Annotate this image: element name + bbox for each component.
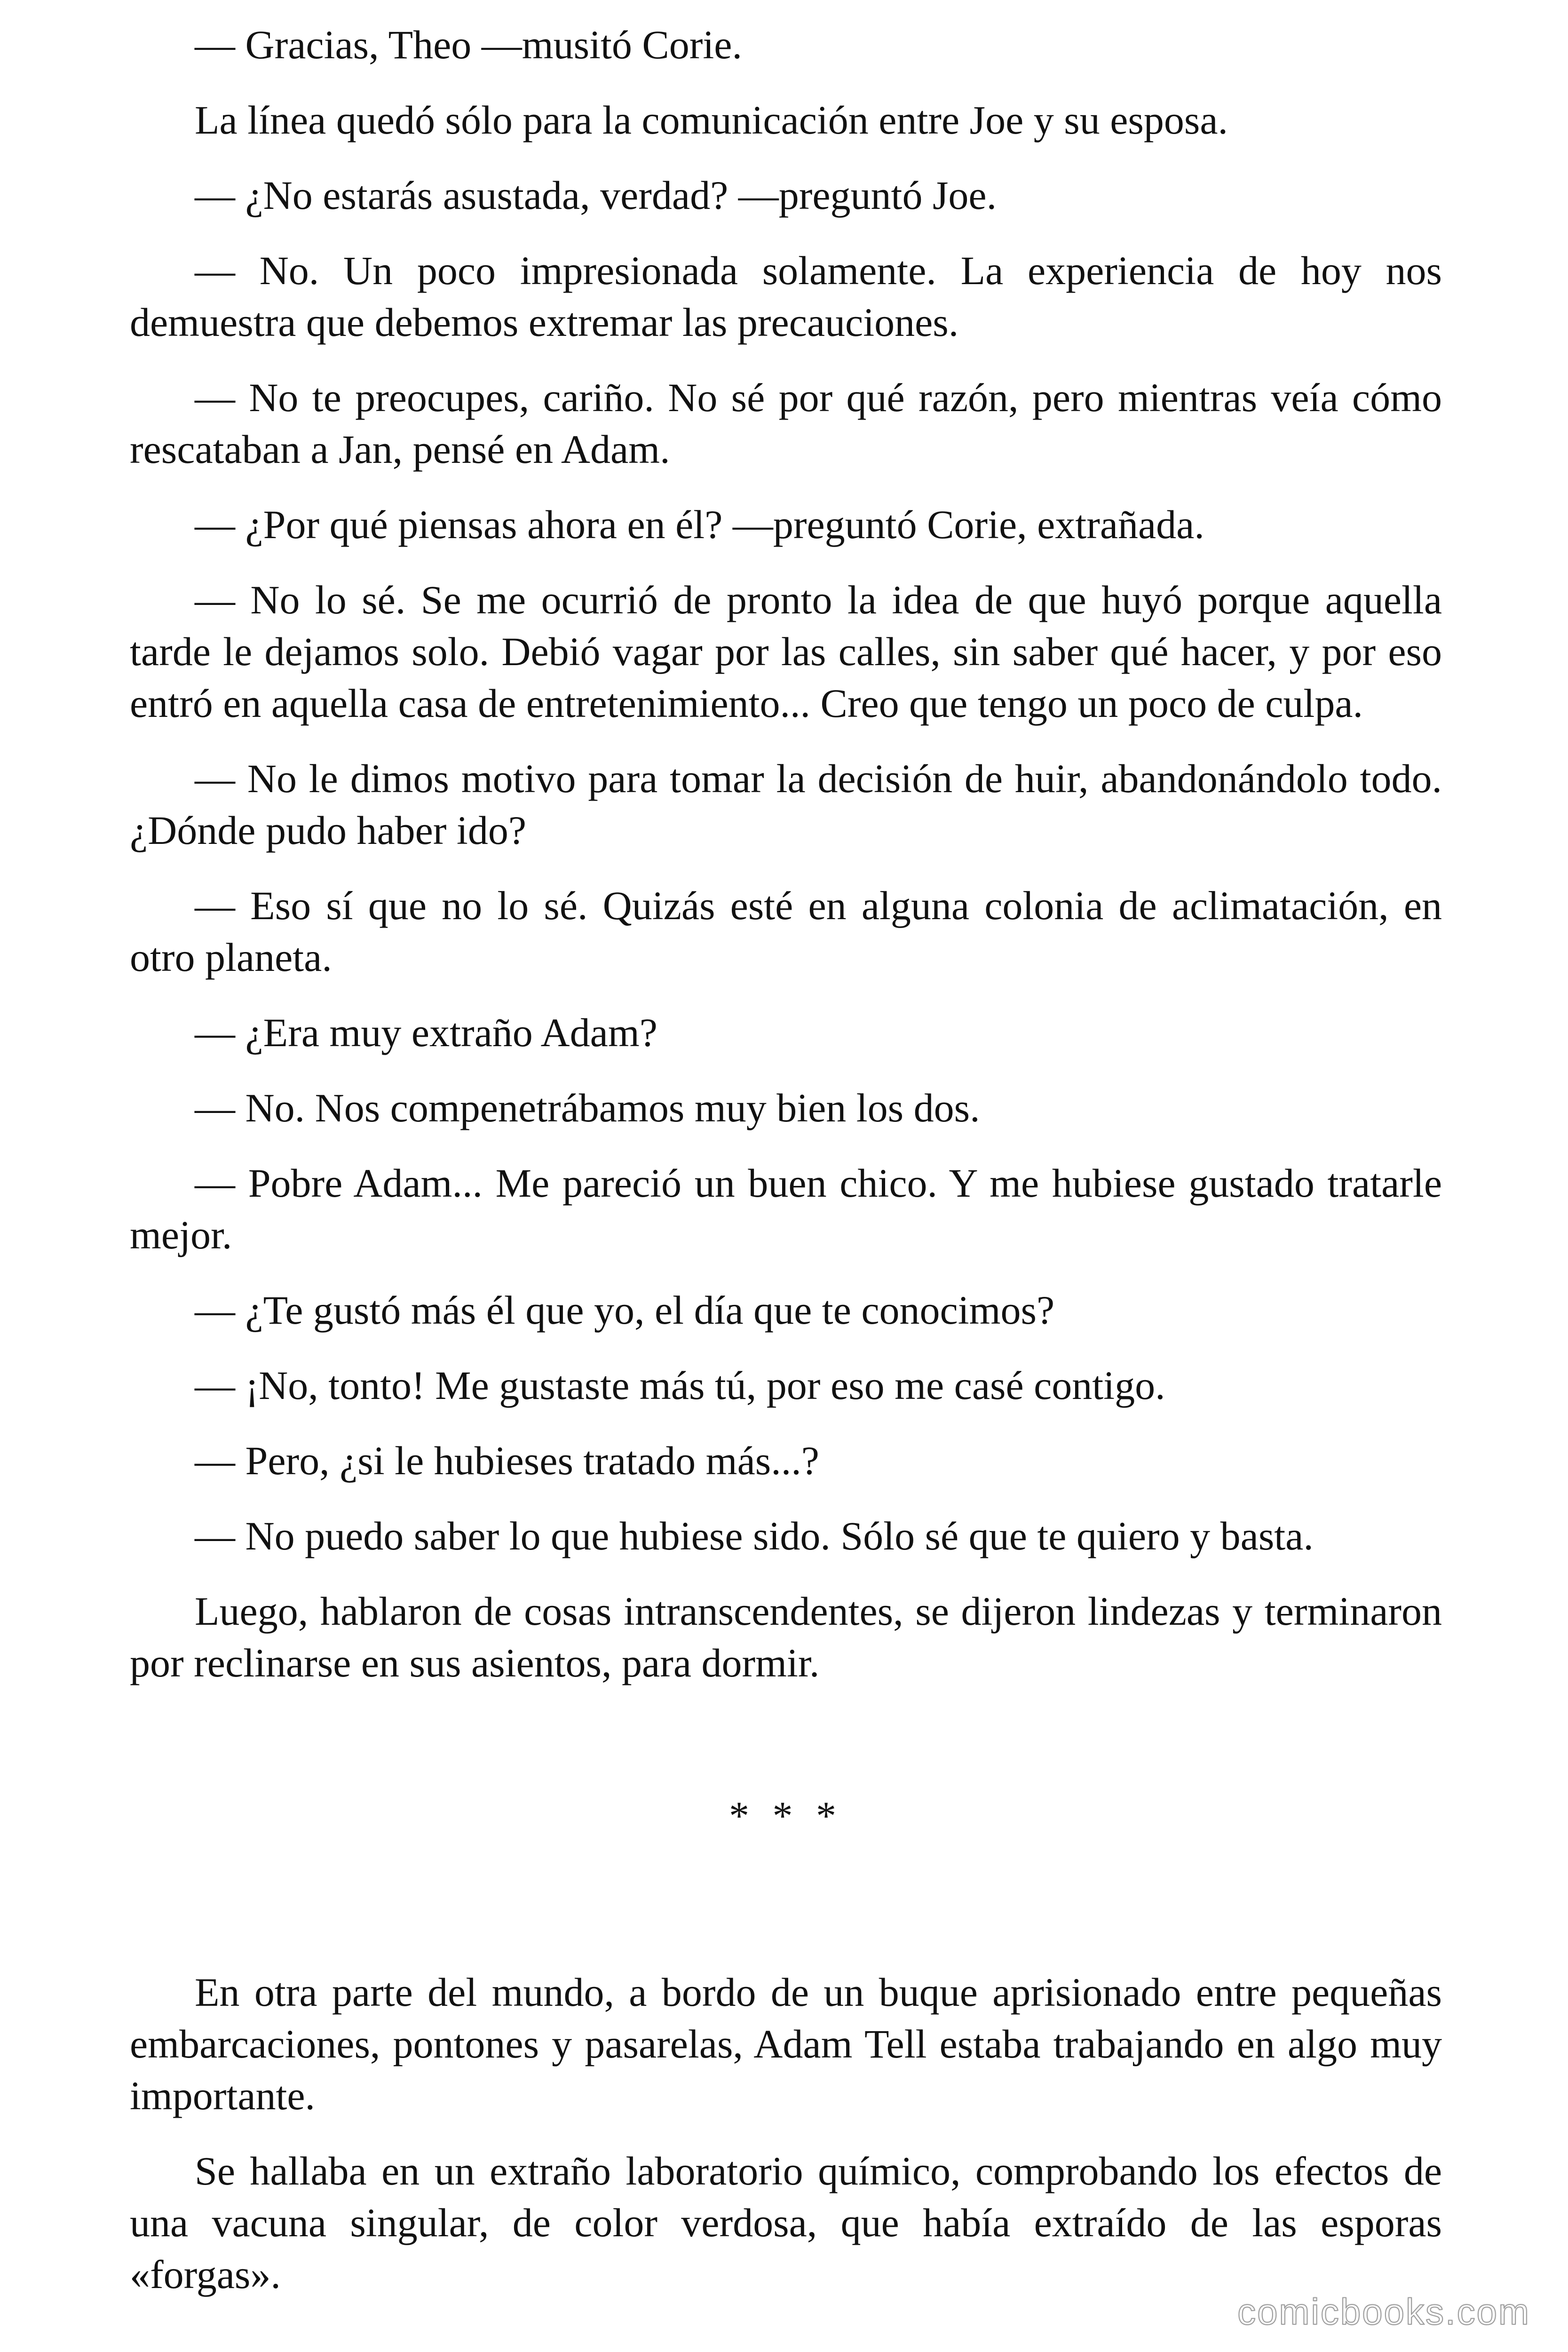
paragraph: — No te preocupes, cariño. No sé por qué razón, pero mientras veía cómo rescataban a Jan, pensé en Adam. <box>130 375 1442 472</box>
paragraph: — Pero, ¿si le hubieses tratado más...? <box>195 1438 819 1483</box>
watermark: comicbooks.com <box>1237 2291 1530 2332</box>
paragraph: — ¿No estarás asustada, verdad? —preguntó Joe. <box>195 173 997 218</box>
paragraph: — ¿Te gustó más él que yo, el día que te conocimos? <box>195 1287 1055 1333</box>
section-separator: * * * <box>729 1793 843 1838</box>
paragraph: — Gracias, Theo —musitó Corie. <box>195 22 742 67</box>
paragraph: — No lo sé. Se me ocurrió de pronto la idea de que huyó porque aquella tarde le dejamos solo. Debió vagar por las calles, sin saber qué hacer, y por eso entró en aquella casa de entretenimiento... Creo que tengo un poco de culpa. <box>130 577 1442 726</box>
paragraph: — Pobre Adam... Me pareció un buen chico. Y me hubiese gustado tratarle mejor. <box>130 1160 1442 1257</box>
paragraph: — Eso sí que no lo sé. Quizás esté en alguna colonia de aclimatación, en otro planeta. <box>130 883 1442 980</box>
paragraph: — No le dimos motivo para tomar la decisión de huir, abandonándolo todo. ¿Dónde pudo haber ido? <box>130 756 1442 853</box>
paragraph: — ¿Era muy extraño Adam? <box>195 1010 657 1055</box>
paragraph: — ¿Por qué piensas ahora en él? —preguntó Corie, extrañada. <box>195 502 1204 547</box>
paragraph: Se hallaba en un extraño laboratorio químico, comprobando los efectos de una vacuna singular, de color verdosa, que había extraído de las esporas «forgas». <box>130 2148 1442 2297</box>
paragraph: — No. Un poco impresionada solamente. La experiencia de hoy nos demuestra que debemos extremar las precauciones. <box>130 248 1442 345</box>
paragraph: La línea quedó sólo para la comunicación entre Joe y su esposa. <box>195 97 1228 143</box>
page-body <box>130 19 1442 2300</box>
text-section-after <box>130 1966 1442 2300</box>
paragraph: — ¡No, tonto! Me gustaste más tú, por eso me casé contigo. <box>195 1363 1165 1408</box>
paragraph: — No. Nos compenetrábamos muy bien los dos. <box>195 1085 980 1130</box>
text-section-before <box>130 19 1442 1689</box>
paragraph: En otra parte del mundo, a bordo de un buque aprisionado entre pequeñas embarcaciones, pontones y pasarelas, Adam Tell estaba trabajando en algo muy importante. <box>130 1970 1442 2118</box>
paragraph: Luego, hablaron de cosas intranscendentes, se dijeron lindezas y terminaron por reclinarse en sus asientos, para dormir. <box>130 1589 1442 1685</box>
paragraph: — No puedo saber lo que hubiese sido. Sólo sé que te quiero y basta. <box>195 1513 1314 1558</box>
